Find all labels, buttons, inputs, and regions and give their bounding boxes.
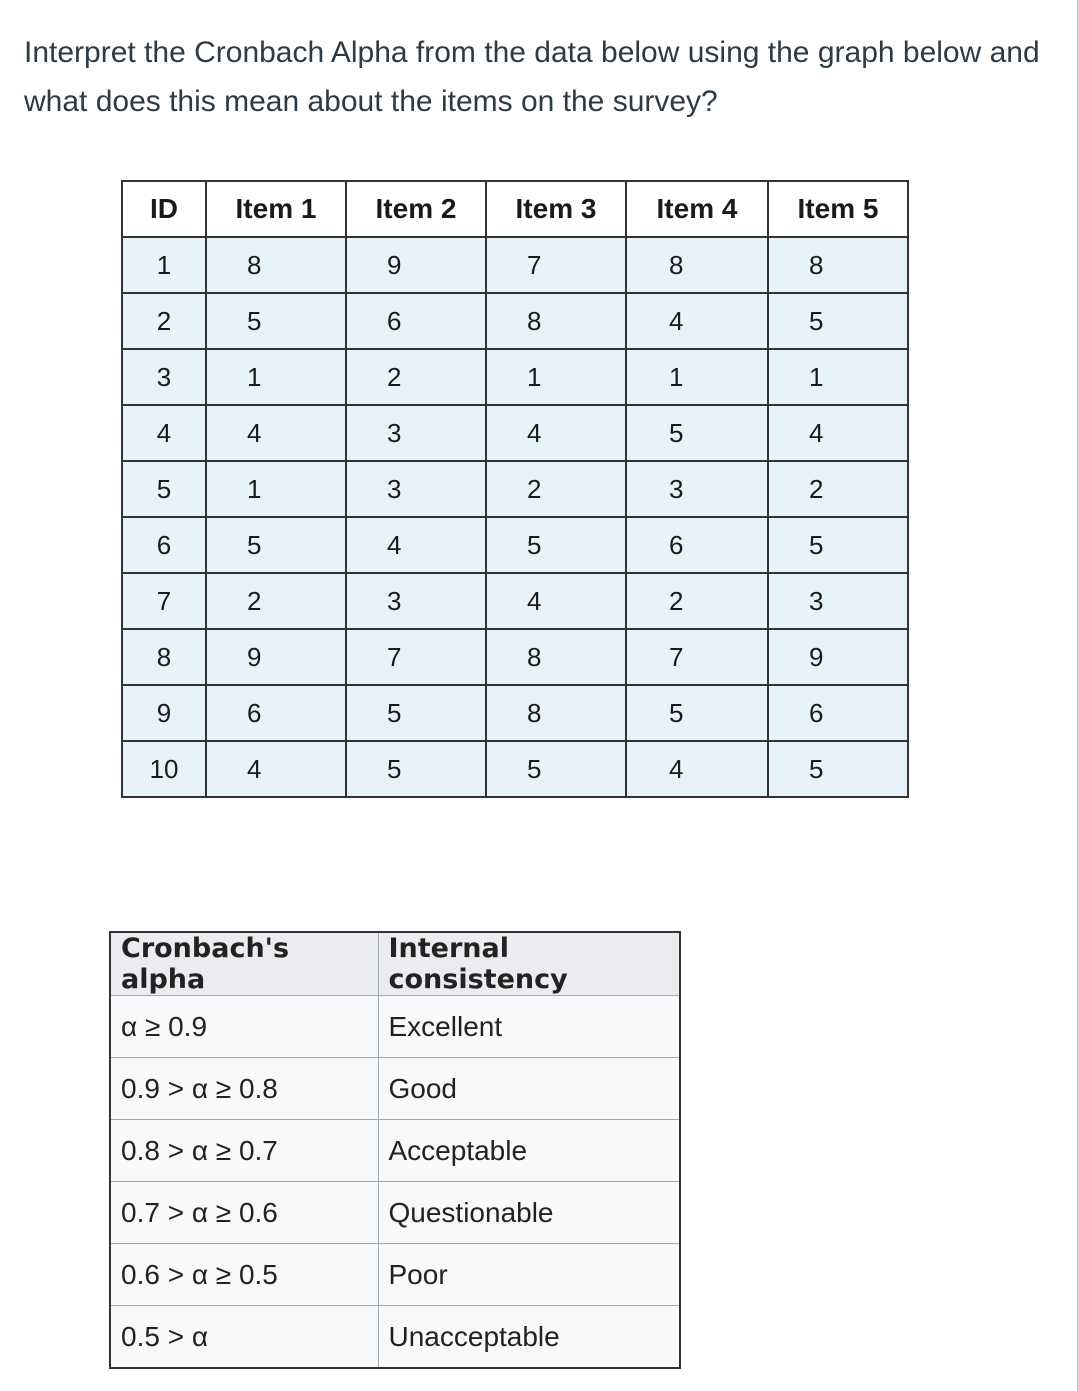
header-cronbach-alpha: Cronbach's alpha	[110, 932, 378, 996]
cell-item-4: 4	[626, 293, 768, 349]
cell-item-1: 8	[206, 237, 346, 293]
header-item-3: Item 3	[486, 181, 626, 237]
alpha-row	[110, 1058, 680, 1120]
cell-id: 5	[122, 461, 206, 517]
alpha-row	[110, 1182, 680, 1244]
cell-item-1: 4	[206, 741, 346, 797]
cell-item-2: 3	[346, 573, 486, 629]
cell-item-3: 1	[486, 349, 626, 405]
table-row	[122, 629, 908, 685]
cell-item-1: 1	[206, 349, 346, 405]
cell-item-5: 8	[768, 237, 908, 293]
cell-item-5: 4	[768, 405, 908, 461]
table-header-row	[122, 181, 908, 237]
cell-item-5: 9	[768, 629, 908, 685]
cell-item-1: 2	[206, 573, 346, 629]
header-internal-consistency: Internal consistency	[378, 932, 680, 996]
cell-id: 2	[122, 293, 206, 349]
cell-item-2: 6	[346, 293, 486, 349]
cell-item-1: 9	[206, 629, 346, 685]
cell-id: 6	[122, 517, 206, 573]
alpha-table-body	[110, 996, 680, 1369]
cell-item-4: 4	[626, 741, 768, 797]
header-item-5: Item 5	[768, 181, 908, 237]
header-item-1: Item 1	[206, 181, 346, 237]
cell-id: 4	[122, 405, 206, 461]
alpha-header-row	[110, 932, 680, 996]
cell-item-3: 4	[486, 573, 626, 629]
cell-id: 1	[122, 237, 206, 293]
cell-item-5: 5	[768, 741, 908, 797]
cell-item-4: 3	[626, 461, 768, 517]
cell-item-1: 4	[206, 405, 346, 461]
cell-item-2: 5	[346, 685, 486, 741]
alpha-row	[110, 1120, 680, 1182]
cell-item-3: 8	[486, 629, 626, 685]
alpha-range-cell: 0.8 > α ≥ 0.7	[110, 1120, 378, 1182]
table-row	[122, 573, 908, 629]
table-row	[122, 405, 908, 461]
cell-item-4: 7	[626, 629, 768, 685]
alpha-range-cell: 0.6 > α ≥ 0.5	[110, 1244, 378, 1306]
consistency-label-cell: Excellent	[378, 996, 680, 1058]
cell-item-3: 5	[486, 517, 626, 573]
table-row	[122, 237, 908, 293]
alpha-row	[110, 1306, 680, 1369]
cell-item-5: 1	[768, 349, 908, 405]
table-row	[122, 461, 908, 517]
cell-item-5: 3	[768, 573, 908, 629]
alpha-range-cell: 0.9 > α ≥ 0.8	[110, 1058, 378, 1120]
consistency-label-cell: Unacceptable	[378, 1306, 680, 1369]
cell-item-3: 7	[486, 237, 626, 293]
cell-item-5: 2	[768, 461, 908, 517]
cell-item-1: 5	[206, 517, 346, 573]
consistency-label-cell: Questionable	[378, 1182, 680, 1244]
table-row	[122, 685, 908, 741]
header-item-2: Item 2	[346, 181, 486, 237]
cell-item-5: 5	[768, 293, 908, 349]
cell-item-4: 8	[626, 237, 768, 293]
alpha-row	[110, 996, 680, 1058]
cell-item-4: 6	[626, 517, 768, 573]
cell-item-2: 2	[346, 349, 486, 405]
consistency-label-cell: Good	[378, 1058, 680, 1120]
consistency-label-cell: Acceptable	[378, 1120, 680, 1182]
cell-item-1: 1	[206, 461, 346, 517]
cell-item-3: 8	[486, 293, 626, 349]
cell-item-5: 6	[768, 685, 908, 741]
consistency-label-cell: Poor	[378, 1244, 680, 1306]
header-id: ID	[122, 181, 206, 237]
cell-item-1: 5	[206, 293, 346, 349]
cell-id: 7	[122, 573, 206, 629]
cell-item-2: 7	[346, 629, 486, 685]
cell-item-2: 3	[346, 461, 486, 517]
cell-item-3: 4	[486, 405, 626, 461]
header-item-4: Item 4	[626, 181, 768, 237]
cell-id: 10	[122, 741, 206, 797]
cell-item-1: 6	[206, 685, 346, 741]
alpha-range-cell: 0.5 > α	[110, 1306, 378, 1369]
alpha-range-cell: α ≥ 0.9	[110, 996, 378, 1058]
cell-id: 8	[122, 629, 206, 685]
cell-item-2: 5	[346, 741, 486, 797]
table-row	[122, 741, 908, 797]
survey-data-body	[122, 237, 908, 797]
table-row	[122, 293, 908, 349]
cell-item-2: 9	[346, 237, 486, 293]
table-row	[122, 517, 908, 573]
alpha-row	[110, 1244, 680, 1306]
cell-item-4: 2	[626, 573, 768, 629]
cell-id: 3	[122, 349, 206, 405]
cell-item-4: 1	[626, 349, 768, 405]
cell-item-2: 4	[346, 517, 486, 573]
cell-item-4: 5	[626, 685, 768, 741]
cell-item-3: 8	[486, 685, 626, 741]
table-row	[122, 349, 908, 405]
cell-item-2: 3	[346, 405, 486, 461]
alpha-range-cell: 0.7 > α ≥ 0.6	[110, 1182, 378, 1244]
cell-item-4: 5	[626, 405, 768, 461]
cell-id: 9	[122, 685, 206, 741]
cronbach-alpha-table	[109, 931, 681, 1369]
cell-item-3: 2	[486, 461, 626, 517]
cell-item-3: 5	[486, 741, 626, 797]
cell-item-5: 5	[768, 517, 908, 573]
question-text: Interpret the Cronbach Alpha from the data below using the graph below and what does this mean about the items on the survey?	[24, 36, 1040, 118]
survey-data-table	[121, 180, 909, 798]
